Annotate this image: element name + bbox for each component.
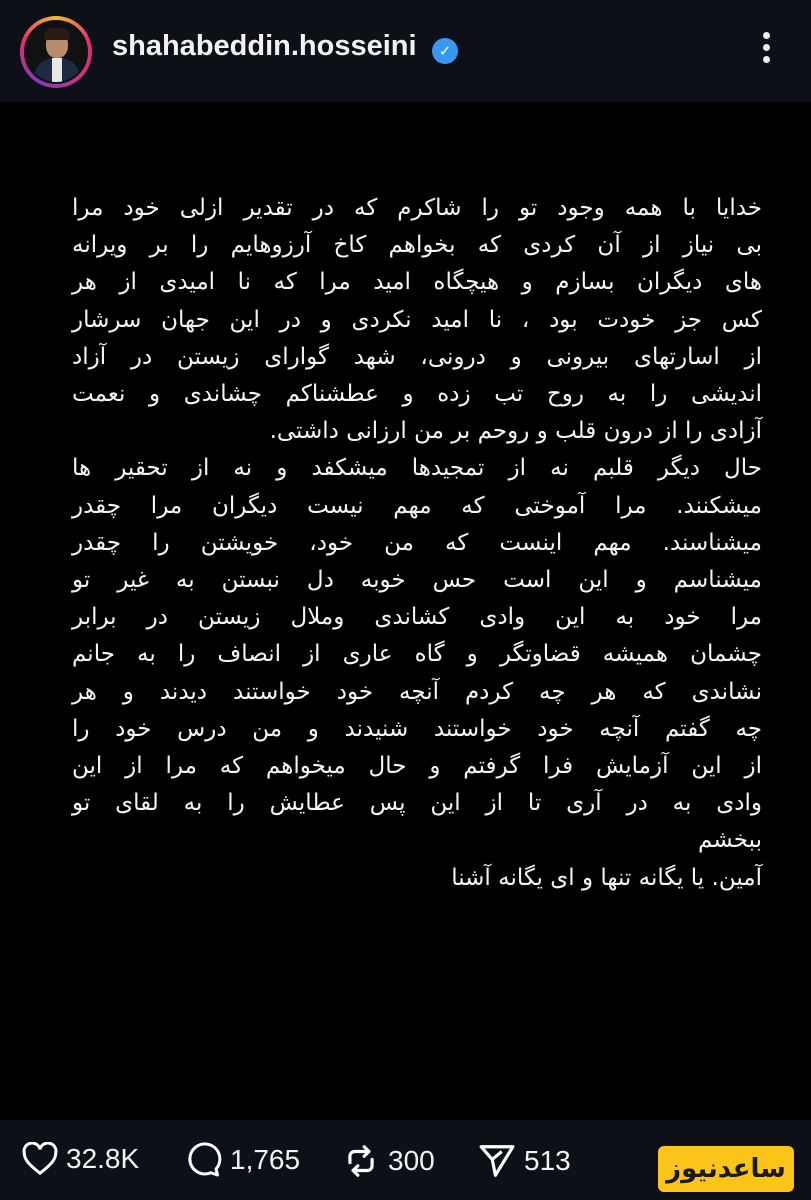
heart-icon [22, 1142, 58, 1176]
text-line: مرا خود به این وادی کشاندی وملال زیستن در برابر [72, 604, 762, 631]
profile-avatar[interactable] [20, 16, 92, 88]
post-header [0, 0, 811, 102]
text-line: کس جز خودت بود ، نا امید نکردی و در این جهان سرشار [72, 306, 762, 333]
post-text [72, 190, 762, 897]
text-line: حال دیگر قلبم نه از تمجیدها میشکفد و نه از تحقیر ها [72, 455, 762, 482]
text-line: میشکنند. مرا آموختی که مهم نیست دیگران مرا چقدر [72, 492, 762, 519]
repost-icon [342, 1142, 380, 1180]
share-count: 513 [524, 1145, 571, 1176]
text-line: وادی به در آری تا از این پس عطایش را به لقای تو [72, 790, 762, 817]
text-line: از این آزمایش فرا گرفتم و حال میخواهم که مرا از این [72, 753, 762, 780]
text-line: آزادی را از درون قلب و روحم بر من ارزانی داشتی. [269, 418, 762, 445]
repost-button[interactable] [342, 1142, 435, 1180]
text-line: میشناسند. مهم اینست که من خود، خویشتن را چقدر [72, 529, 762, 556]
text-line: میشناسم و این است حس خوبه دل نبستن به غیر تو [72, 567, 762, 594]
repost-count: 300 [388, 1145, 435, 1176]
like-button[interactable] [22, 1142, 139, 1176]
username-link[interactable]: shahabeddin.hosseini [112, 30, 417, 62]
comment-count: 1,765 [230, 1144, 301, 1175]
share-button[interactable] [478, 1142, 571, 1180]
avatar-image [24, 20, 88, 84]
more-options-icon[interactable] [756, 32, 776, 72]
text-line: بی نیاز از آن کردی که بخواهم کاخ آرزوهایم را بر ویرانه [72, 232, 762, 259]
action-bar [0, 1120, 811, 1200]
comment-icon [186, 1142, 222, 1178]
text-line: چشمان همیشه قضاوتگر و گاه عاری از انصاف را به جانم [72, 641, 762, 668]
text-line: خدایا با همه وجود تو را شاکرم که در تقدیر ازلی خود مرا [72, 195, 762, 221]
text-line: آمین. یا یگانه تنها و ای یگانه آشنا [451, 864, 762, 891]
verified-badge-icon: ✓ [432, 38, 458, 64]
brand-watermark: ساعدنیوز [658, 1146, 794, 1192]
text-line: های دیگران بسازم و هیچگاه امید مرا که نا امیدی از هر [72, 269, 762, 296]
text-line: نشاندی که هر چه کردم آنچه خود خواستند دیدند و هر [72, 678, 762, 705]
comment-button[interactable] [186, 1142, 300, 1178]
like-count: 32.8K [66, 1143, 140, 1174]
text-line: ببخشم [697, 827, 762, 854]
text-line: چه گفتم آنچه خود خواستند شنیدند و من درس خود را [72, 715, 762, 742]
send-icon [478, 1142, 516, 1180]
text-line: از اسارتهای بیرونی و درونی، شهد گوارای زیستن در آزاد [72, 343, 762, 370]
text-line: اندیشی را به روح تب زده و عطشناکم چشاندی و نعمت [72, 381, 762, 408]
